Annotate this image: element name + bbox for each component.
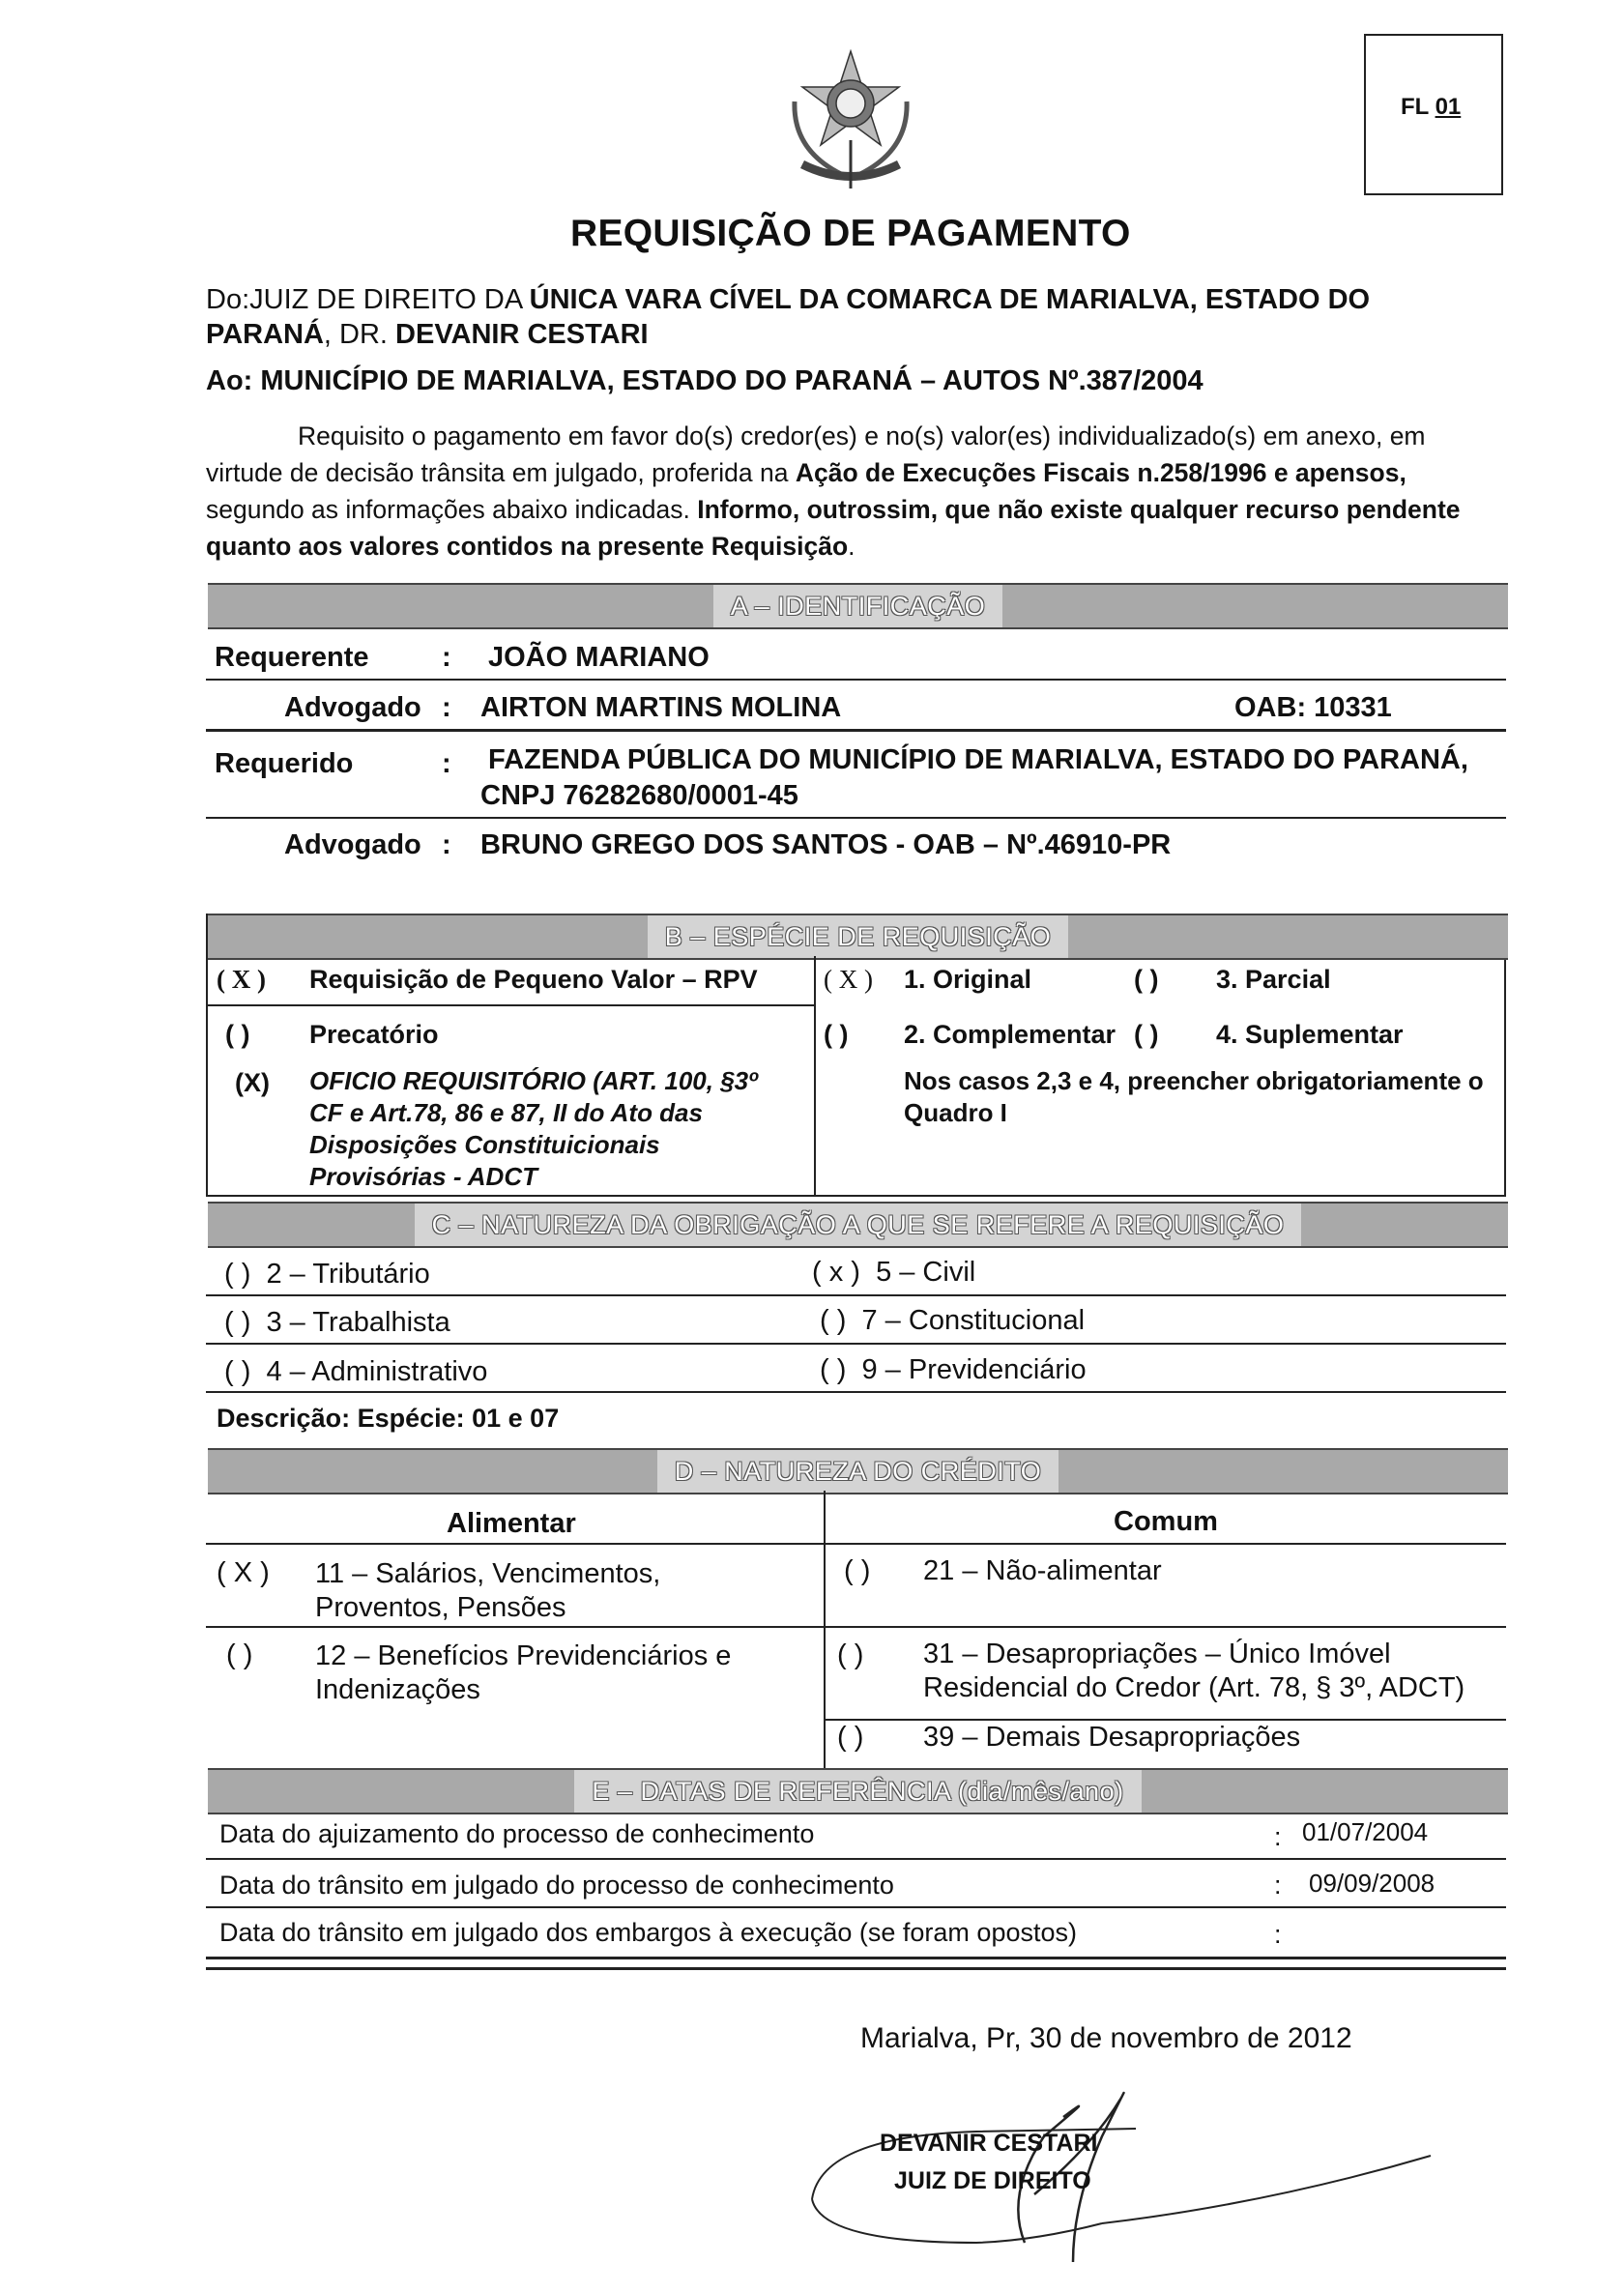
parcial-checkbox[interactable]: ( ): [1134, 965, 1159, 994]
date-row-label: Data do trânsito em julgado do processo de conhecimento: [219, 1871, 894, 1900]
intro-paragraph: Requisito o pagamento em favor do(s) credor(es) e no(s) valor(es) individualizado(s) em anexo, em virtude de decisão trânsita em julgado, proferida na Ação de Execuções Fiscais n.258/1996 e apensos, segundo as informações abaixo indicadas. Informo, outrossim, que não existe qualquer recurso pendente quanto aos valores contidos na presente Requisição.: [206, 421, 1461, 561]
colon: :: [442, 748, 451, 779]
advogado-value: AIRTON MARTINS MOLINA: [480, 692, 842, 723]
divider: [206, 679, 1506, 681]
do-line-1: Do:JUIZ DE DIREITO DA ÚNICA VARA CÍVEL DA COMARCA DE MARIALVA, ESTADO DO: [206, 284, 1371, 315]
date-row-colon: :: [1274, 1871, 1282, 1900]
suplementar-label: 4. Suplementar: [1216, 1020, 1404, 1049]
natureza-item-administrativo[interactable]: ( ) 4 – Administrativo: [224, 1356, 488, 1387]
credito-item-39[interactable]: ( ): [837, 1722, 864, 1753]
page-title: REQUISIÇÃO DE PAGAMENTO: [570, 213, 1131, 254]
divider: [206, 817, 1506, 819]
credito-item-11[interactable]: ( X ): [217, 1557, 270, 1588]
divider: [206, 1858, 1506, 1860]
divider: [206, 729, 1506, 732]
requerido-value-2: CNPJ 76282680/0001-45: [480, 780, 798, 811]
col-alimentar-header: Alimentar: [447, 1508, 576, 1539]
natureza-item-tributario[interactable]: ( ) 2 – Tributário: [224, 1259, 430, 1290]
requerente-label: Requerente: [215, 642, 369, 673]
credito-item-21-label: 21 – Não-alimentar: [923, 1555, 1162, 1586]
natureza-item-previdenciario[interactable]: ( ) 9 – Previdenciário: [820, 1354, 1087, 1385]
colon: :: [442, 829, 451, 860]
section-e-header: E – DATAS DE REFERÊNCIA (dia/mês/ano): [208, 1768, 1508, 1814]
natureza-item-civil[interactable]: ( x ) 5 – Civil: [812, 1257, 976, 1288]
requerido-label: Requerido: [215, 748, 354, 779]
advogado-value-2: BRUNO GREGO DOS SANTOS - OAB – Nº.46910-PR: [480, 829, 1172, 860]
rpv-checkbox[interactable]: ( X ): [217, 965, 266, 994]
divider: [206, 1343, 1506, 1345]
section-b-header: B – ESPÉCIE DE REQUISIÇÃO: [208, 914, 1508, 960]
oab-value: OAB: 10331: [1234, 692, 1392, 723]
brasao-emblem: [773, 44, 928, 198]
date-row-colon: :: [1274, 1920, 1282, 1949]
divider: [206, 1543, 1506, 1545]
colon: :: [442, 642, 451, 673]
signature-stamp: [783, 2078, 1460, 2272]
requerente-value: JOÃO MARIANO: [488, 642, 710, 673]
complementar-checkbox[interactable]: ( ): [824, 1020, 849, 1049]
credito-item-11-label: 11 – Salários, Vencimentos, Proventos, Pensões: [315, 1558, 661, 1623]
divider: [824, 1719, 1506, 1721]
complementar-label: 2. Complementar: [904, 1020, 1116, 1049]
original-checkbox[interactable]: ( X ): [824, 965, 873, 994]
col-comum-header: Comum: [1114, 1506, 1218, 1537]
note-text: Nos casos 2,3 e 4, preencher obrigatoriamente o Quadro I: [904, 1066, 1484, 1127]
rpv-label: Requisição de Pequeno Valor – RPV: [309, 965, 758, 994]
precatorio-label: Precatório: [309, 1020, 439, 1049]
divider: [206, 1004, 814, 1006]
section-d-header: D – NATUREZA DO CRÉDITO: [208, 1448, 1508, 1494]
place-date: Marialva, Pr, 30 de novembro de 2012: [860, 2022, 1352, 2054]
do-line-2: PARANÁ, DR. DEVANIR CESTARI: [206, 319, 649, 350]
parcial-label: 3. Parcial: [1216, 965, 1331, 994]
oficio-text: OFICIO REQUISITÓRIO (ART. 100, §3º CF e Art.78, 86 e 87, II do Ato das Disposições Constituicionais Provisórias - ADCT: [309, 1066, 758, 1191]
column-divider: [824, 1491, 826, 1772]
signer-title: JUIZ DE DIREITO: [894, 2167, 1091, 2194]
credito-item-12[interactable]: ( ): [226, 1639, 253, 1670]
divider: [206, 1391, 1506, 1393]
colon: :: [442, 692, 451, 723]
credito-item-12-label: 12 – Benefícios Previdenciários e Indenizações: [315, 1640, 732, 1705]
credito-item-31-label: 31 – Desapropriações – Único Imóvel Residencial do Credor (Art. 78, § 3º, ADCT): [923, 1639, 1465, 1703]
date-row-value: 09/09/2008: [1309, 1869, 1436, 1898]
fl-label: FL: [1401, 94, 1429, 120]
suplementar-checkbox[interactable]: ( ): [1134, 1020, 1159, 1049]
divider: [206, 1626, 1506, 1628]
requerido-value-1: FAZENDA PÚBLICA DO MUNICÍPIO DE MARIALVA, ESTADO DO PARANÁ,: [488, 744, 1468, 775]
column-divider: [814, 956, 816, 1197]
divider: [206, 1957, 1506, 1959]
oficio-checkbox[interactable]: (X): [235, 1068, 270, 1097]
fl-number: 01: [1435, 94, 1462, 120]
date-row-label: Data do ajuizamento do processo de conhecimento: [219, 1819, 815, 1848]
ao-line: Ao: MUNICÍPIO DE MARIALVA, ESTADO DO PARANÁ – AUTOS Nº.387/2004: [206, 365, 1204, 396]
original-label: 1. Original: [904, 965, 1032, 994]
descricao-text: Descrição: Espécie: 01 e 07: [217, 1404, 560, 1433]
credito-item-21[interactable]: ( ): [844, 1555, 871, 1586]
divider: [206, 1294, 1506, 1296]
divider: [206, 1967, 1506, 1970]
divider: [206, 1906, 1506, 1908]
natureza-item-trabalhista[interactable]: ( ) 3 – Trabalhista: [224, 1307, 450, 1338]
signer-name: DEVANIR CESTARI: [880, 2130, 1098, 2157]
date-row-label: Data do trânsito em julgado dos embargos à execução (se foram opostos): [219, 1918, 1077, 1947]
advogado-label: Advogado: [284, 692, 421, 723]
section-c-header: C – NATUREZA DA OBRIGAÇÃO A QUE SE REFERE A REQUISIÇÃO: [208, 1202, 1508, 1248]
natureza-item-constitucional[interactable]: ( ) 7 – Constitucional: [820, 1305, 1086, 1336]
folha-box: [1364, 34, 1503, 195]
credito-item-31[interactable]: ( ): [837, 1639, 864, 1670]
date-row-value: 01/07/2004: [1302, 1817, 1429, 1846]
credito-item-39-label: 39 – Demais Desapropriações: [923, 1722, 1301, 1753]
advogado-label: Advogado: [284, 829, 421, 860]
date-row-colon: :: [1274, 1822, 1282, 1851]
precatorio-checkbox[interactable]: ( ): [225, 1020, 250, 1049]
section-a-header: A – IDENTIFICAÇÃO: [208, 583, 1508, 629]
